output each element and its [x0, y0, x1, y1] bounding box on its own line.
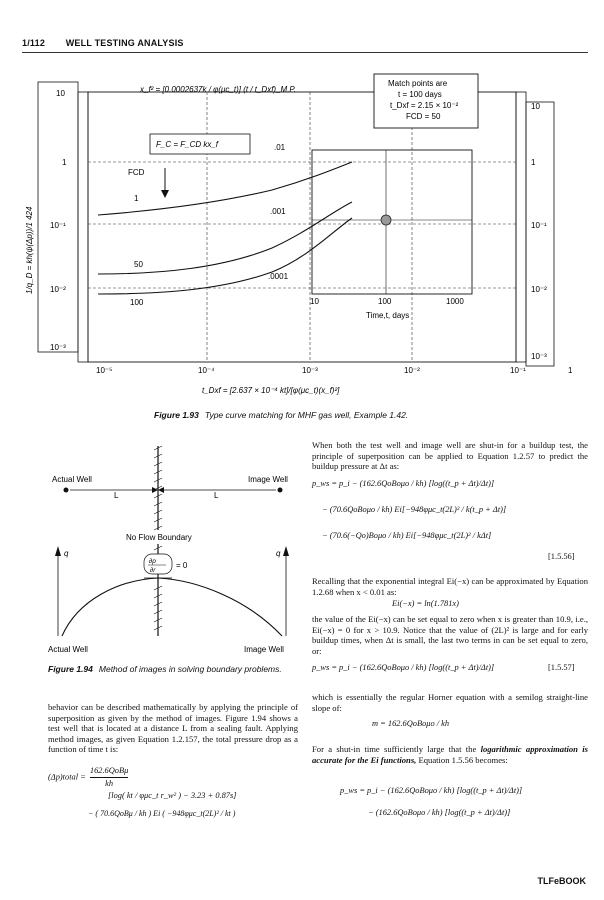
- total-pressure-drop-equation: [48, 765, 300, 820]
- left-tick-01: 10⁻¹: [50, 221, 66, 230]
- type-curve-figure: [22, 62, 582, 404]
- field-data-box: [312, 150, 472, 294]
- match-points-title: Match points are: [388, 79, 448, 88]
- para5-part-b: logarithmic approximation is accurate for the Ei functions,: [312, 744, 588, 765]
- svg-text:∂p: ∂p: [149, 558, 156, 565]
- left-tick-001: 10⁻²: [50, 285, 66, 294]
- actual-well-dot: [64, 488, 69, 493]
- fcd-arrow-icon: [161, 190, 169, 198]
- pressure-profile: [62, 578, 282, 636]
- figure-193-label: Figure 1.93: [154, 410, 199, 420]
- left-scale-strip: [78, 92, 88, 362]
- x-tick-1e-5: 10⁻⁵: [96, 366, 113, 375]
- actual-well-label-top: Actual Well: [52, 475, 92, 484]
- q-right: q: [276, 549, 281, 558]
- eq1-lhs: (Δp)total =: [48, 772, 86, 782]
- figure-193-text: Type curve matching for MHF gas well, Example 1.42.: [204, 410, 409, 420]
- right-tick-10: 10: [531, 102, 540, 111]
- chapter-title: WELL TESTING ANALYSIS: [65, 38, 184, 48]
- inner-xlabel: Time,t, days: [366, 311, 410, 320]
- x-tick-1e-3: 10⁻³: [302, 366, 318, 375]
- eq1-denominator: kh: [105, 779, 114, 788]
- figure-194-label: Figure 1.94: [48, 664, 93, 674]
- distance-L-left: L: [114, 491, 119, 500]
- eq-1556-line3: − (70.6(−Qo)Boμo / kh) Ei[−948φμc_t(2L)² / kΔt]: [322, 531, 492, 540]
- q-left: q: [64, 549, 69, 558]
- image-well-dot: [278, 488, 283, 493]
- match-points-tdxf: t_Dxf = 2.15 × 10⁻²: [390, 101, 459, 110]
- late-time-buildup-equation: [340, 780, 522, 824]
- slope-label-001: .001: [270, 207, 286, 216]
- running-header: [22, 38, 202, 48]
- figure-194-text: Method of images in solving boundary problems.: [98, 664, 282, 674]
- eq1-numerator: 162.6QoBμ: [90, 765, 128, 778]
- right-tick-001: 10⁻²: [531, 285, 547, 294]
- inner-tick-1000: 1000: [446, 297, 464, 306]
- x-tick-1: 1: [568, 366, 573, 375]
- eq-late-line1: p_ws = p_i − (162.6QoBoμo / kh) [log((t_p + Δt)/Δt)]: [340, 786, 523, 795]
- left-tick-1: 1: [62, 158, 67, 167]
- right-label-box: [526, 102, 554, 366]
- inner-tick-100: 100: [378, 297, 392, 306]
- right-column-para-1: When both the test well and image well are shut-in for a buildup test, the principle of superposition can be applied to Equation 1.2.57 to predict the buildup pressure at Δt as:: [312, 440, 588, 472]
- method-of-images-figure: [48, 440, 304, 660]
- ei-approximation-equation: Ei(−x) = ln(1.781x): [392, 599, 459, 608]
- slope-label-01: .01: [274, 143, 286, 152]
- eq-1556-number: [1.5.56]: [548, 552, 575, 561]
- y-axis-label: 1/q_D = kh(ψ(Δp))/1 424: [25, 206, 34, 294]
- xf-equation: x_f² = [0.0002637k / φ(μc_t)] (t / t_Dxf)_M.P.: [140, 85, 296, 94]
- q-arrow-right-icon: [283, 546, 289, 556]
- fcd-label: FCD: [128, 168, 145, 177]
- curve-label-1: 1: [134, 194, 139, 203]
- right-column-para-3: the value of the Ei(−x) can be set equal to zero when x is greater than 10.9, i.e., Ei(−x) = 0 for x > 10.9. Notice that the value of (2L)² is large and for early buildup times, when Δt is small, the last two terms in can be set equal to zero, or:: [312, 614, 588, 656]
- right-tick-01: 10⁻¹: [531, 221, 547, 230]
- header-rule: [22, 52, 588, 53]
- no-flow-boundary-label: No Flow Boundary: [126, 533, 192, 542]
- plot-frame: [88, 92, 516, 362]
- right-tick-0001: 10⁻³: [531, 352, 547, 361]
- match-points-fcd: FCD = 50: [406, 112, 441, 121]
- curve-fcd-100: [98, 218, 352, 294]
- image-well-label-top: Image Well: [248, 475, 288, 484]
- curve-label-50: 50: [134, 260, 143, 269]
- svg-text:∂r: ∂r: [150, 567, 156, 574]
- para5-part-c: Equation 1.5.56 becomes:: [416, 754, 508, 765]
- left-tick-10: 10: [56, 89, 65, 98]
- fc-box-text: F_C = F_CD kx_f: [156, 140, 219, 149]
- eq-late-line2: − (162.6QoBoμo / kh) [log((t_p + Δt)/Δt)]: [368, 808, 511, 817]
- distance-L-right: L: [214, 491, 219, 500]
- right-column-para-5: [312, 744, 588, 765]
- match-points-t: t = 100 days: [398, 90, 442, 99]
- actual-well-label-bottom: Actual Well: [48, 645, 88, 654]
- left-column-paragraph: behavior can be described mathematically by applying the principle of superposition as given by the method of images. Figure 1.94 shows a test well that is located at a distance L from a sealing fault. Applying method images, as given Equation 1.2.157, the total pressure drop as a function of time t is:: [48, 702, 298, 755]
- right-column-para-4: which is essentially the regular Horner equation with a semilog straight-line slope of:: [312, 692, 588, 713]
- x-tick-1e-2: 10⁻²: [404, 366, 420, 375]
- buildup-superposition-equation: [312, 476, 588, 544]
- x-tick-1e-4: 10⁻⁴: [198, 366, 215, 375]
- inner-tick-10: 10: [310, 297, 319, 306]
- x-axis-label: t_Dxf = [2.637 × 10⁻⁴ kt]/[φ(μc_t)(x_f)²]: [202, 386, 340, 395]
- x-tick-1e-1: 10⁻¹: [510, 366, 526, 375]
- slope-label-0001: .0001: [268, 272, 289, 281]
- para5-part-a: For a shut-in time sufficiently large that the: [312, 744, 481, 754]
- right-tick-1: 1: [531, 158, 536, 167]
- eq-1556-line1: p_ws = p_i − (162.6QoBoμo / kh) [log((t_p + Δt)/Δt)]: [312, 479, 495, 488]
- right-scale-strip: [516, 92, 526, 362]
- right-column-para-2: Recalling that the exponential integral Ei(−x) can be approximated by Equation 1.2.68 when x < 0.01 as:: [312, 576, 588, 597]
- match-point-marker: [381, 215, 391, 225]
- left-label-box: [38, 82, 78, 352]
- eq-1557-number: [1.5.57]: [548, 663, 575, 672]
- curve-label-100: 100: [130, 298, 144, 307]
- left-tick-0001: 10⁻³: [50, 343, 66, 352]
- page-number: 1/112: [22, 38, 46, 48]
- eq1-bracket: [log( kt / φμc_t r_w² ) − 3.23 + 0.87s]: [108, 791, 237, 800]
- figure-193-caption: [154, 410, 408, 420]
- figure-194-caption: [48, 664, 298, 675]
- derivative-equals-zero: = 0: [176, 561, 188, 570]
- footer-watermark: TLFeBOOK: [537, 876, 586, 886]
- semilog-slope-equation: m = 162.6QoBoμo / kh: [372, 719, 450, 728]
- q-arrow-left-icon: [55, 546, 61, 556]
- eq-1556-line2: − (70.6QoBoμo / kh) Ei[−948φμc_t(2L)² / k(t_p + Δt)]: [322, 505, 507, 514]
- horner-equation: p_ws = p_i − (162.6QoBoμo / kh) [log((t_p + Δt)/Δt)]: [312, 663, 495, 672]
- eq1-ei-term: − ( 70.6QoBμ / kh ) Ei ( −948φμc_t(2L)² / kt ): [88, 809, 236, 818]
- image-well-label-bottom: Image Well: [244, 645, 284, 654]
